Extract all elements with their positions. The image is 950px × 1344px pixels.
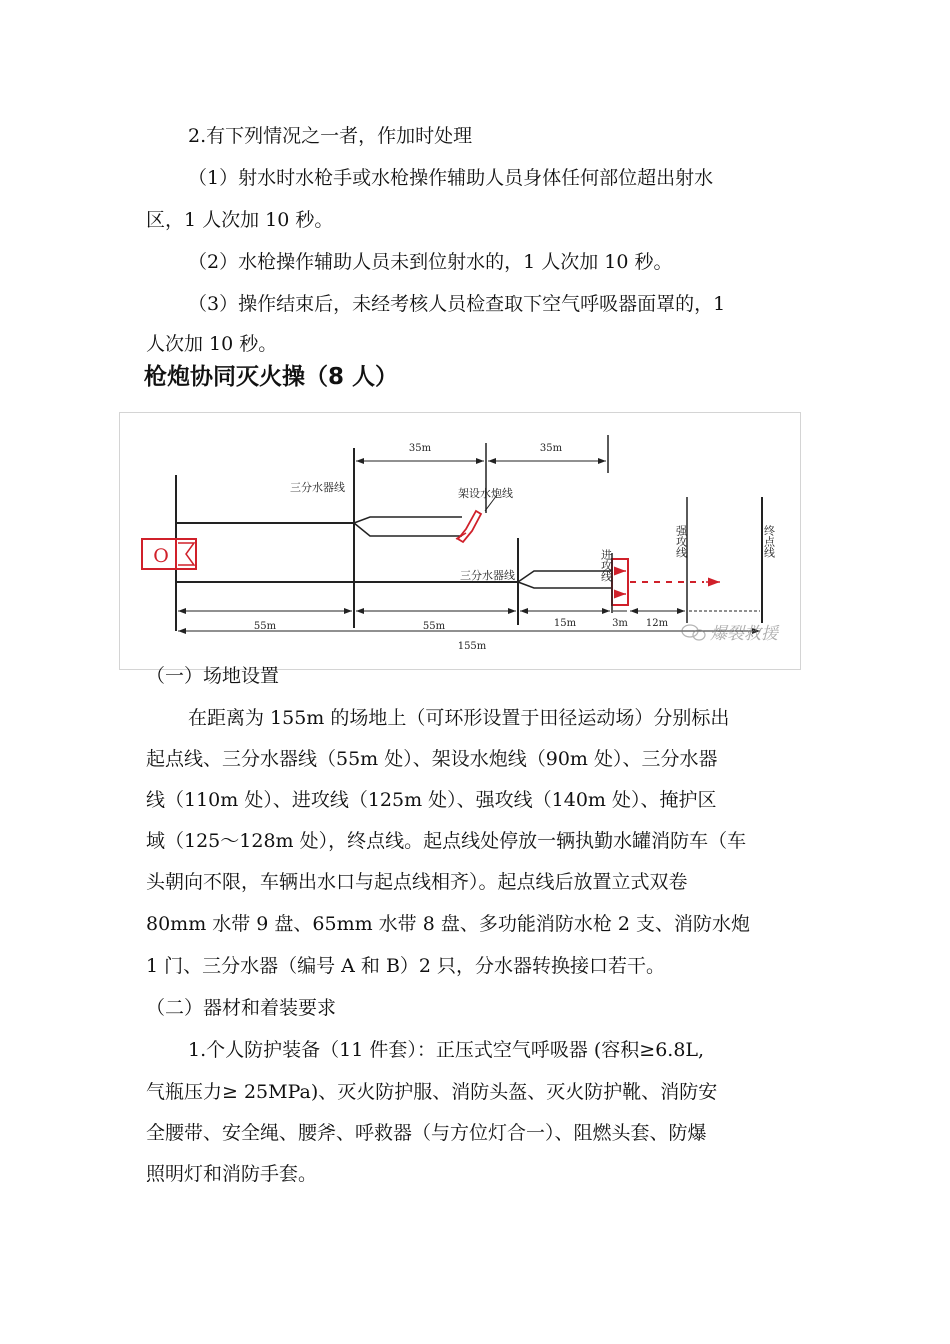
watermark-text: 爆裂救援 [710, 624, 778, 644]
paragraph-overtime-intro: 2.有下列情况之一者，作加时处理 [188, 125, 473, 147]
paragraph-site-6: 80mm 水带 9 盘、65mm 水带 8 盘、多功能消防水枪 2 支、消防水炮 [146, 913, 751, 935]
field-layout-diagram [119, 412, 801, 670]
paragraph-site-7: 1 门、三分水器（编号 A 和 B）2 只，分水器转换接口若干。 [146, 955, 666, 977]
dim-35m-left-label: 35m [408, 443, 432, 454]
strong-attack-line-label: 强攻线 [674, 525, 688, 558]
paragraph-site-4: 域（125～128m 处），终点线。起点线处停放一辆执勤水罐消防车（车 [146, 830, 747, 852]
subsection-equipment: （二）器材和着装要求 [146, 997, 337, 1019]
paragraph-site-3: 线（110m 处）、进攻线（125m 处）、强攻线（140m 处）、掩护区 [146, 789, 717, 811]
dim-3m-label: 3m [612, 618, 628, 629]
dim-12m-label: 12m [645, 618, 669, 629]
paragraph-overtime-item-2: （2）水枪操作辅助人员未到位射水的，1 人次加 10 秒。 [188, 251, 673, 273]
dim-35m-right-label: 35m [539, 443, 563, 454]
paragraph-equipment-3: 全腰带、安全绳、腰斧、呼救器（与方位灯合一）、阻燃头套、防爆 [146, 1122, 707, 1144]
fire-truck-icon [142, 539, 196, 569]
dim-55m-1-label: 55m [253, 621, 277, 632]
water-cannon-icon [456, 511, 481, 542]
upper-hose-nozzle [354, 517, 462, 536]
lower-hose-nozzle [518, 571, 612, 588]
attack-zone-box [612, 559, 628, 605]
paragraph-overtime-item-3-cont: 人次加 10 秒。 [146, 333, 278, 355]
subsection-site-setup: （一）场地设置 [146, 665, 280, 687]
paragraph-overtime-item-1-cont: 区，1 人次加 10 秒。 [146, 209, 334, 231]
splitter-line-1-label: 三分水器线 [290, 481, 345, 494]
paragraph-equipment-1: 1.个人防护装备（11 件套）：正压式空气呼吸器 (容积≥6.8L, [188, 1039, 705, 1061]
paragraph-site-2: 起点线、三分水器线（55m 处）、架设水炮线（90m 处）、三分水器 [146, 748, 718, 770]
paragraph-overtime-item-3: （3）操作结束后，未经考核人员检查取下空气呼吸器面罩的，1 [188, 293, 726, 315]
paragraph-site-1: 在距离为 155m 的场地上（可环形设置于田径运动场）分别标出 [188, 707, 730, 729]
dim-15m-label: 15m [553, 618, 577, 629]
paragraph-overtime-item-1: （1）射水时水枪手或水枪操作辅助人员身体任何部位超出射水 [188, 167, 714, 189]
splitter-line-2-label: 三分水器线 [460, 569, 515, 582]
paragraph-equipment-2: 气瓶压力≥ 25MPa)、灭火防护服、消防头盔、灭火防护靴、消防安 [146, 1081, 718, 1103]
finish-line-label: 终点线 [762, 525, 776, 558]
dim-55m-2-label: 55m [422, 621, 446, 632]
watermark-icon [682, 625, 705, 640]
paragraph-site-5: 头朝向不限，车辆出水口与起点线相齐）。起点线后放置立式双卷 [146, 871, 688, 893]
attack-line-label: 进攻线 [599, 549, 613, 582]
section-title: 枪炮协同灭火操（8 人） [144, 364, 399, 390]
truck-mark: O [153, 545, 169, 567]
cannon-line-label: 架设水炮线 [458, 487, 513, 500]
paragraph-equipment-4: 照明灯和消防手套。 [146, 1163, 318, 1185]
dim-total-label: 155m [457, 641, 487, 652]
